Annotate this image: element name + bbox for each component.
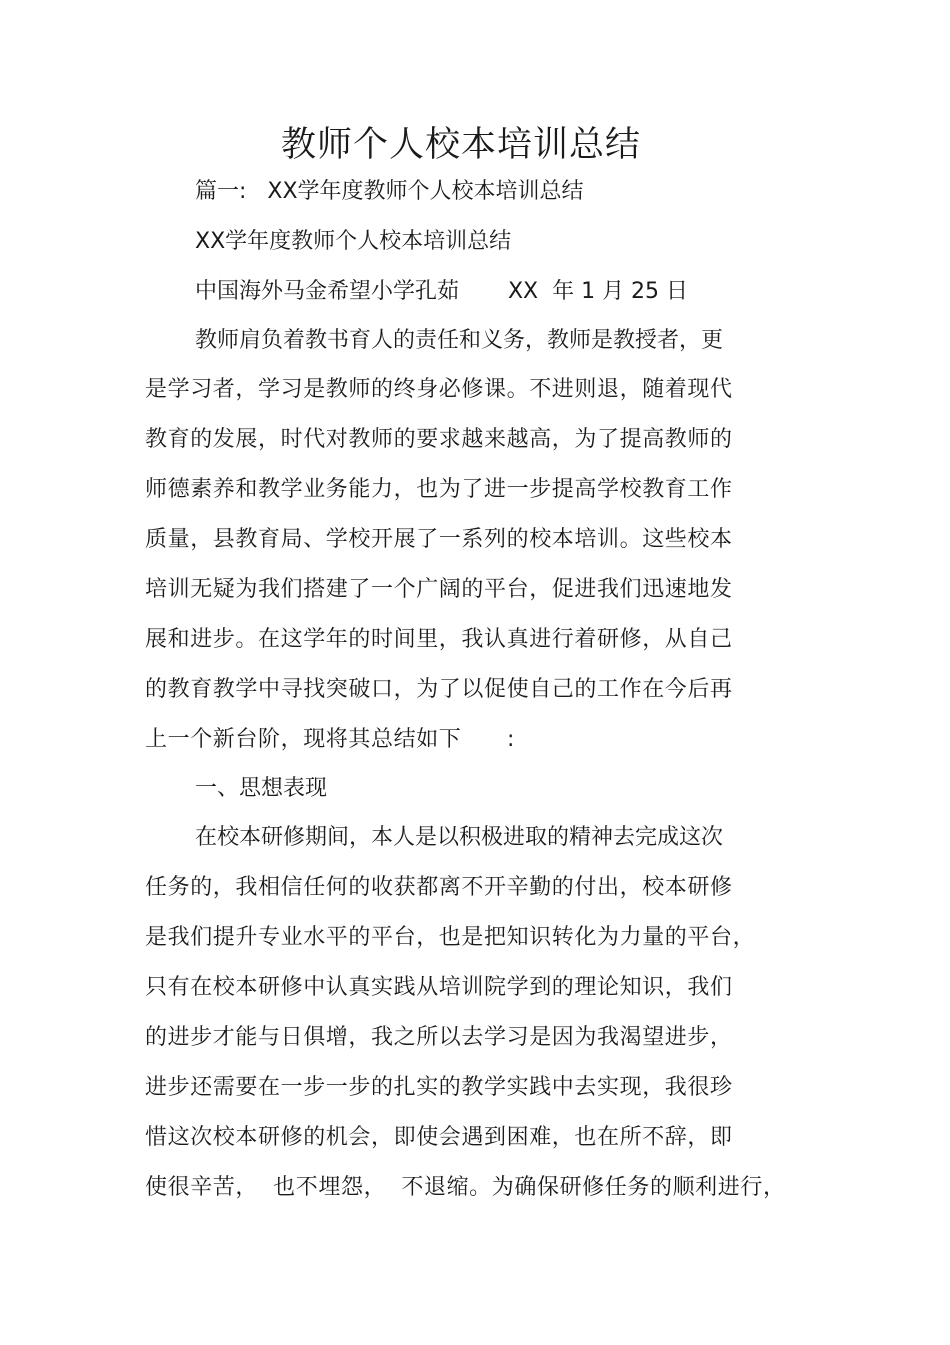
- byline: 中国海外马金希望小学孔茹 XX 年 1 月 25 日: [195, 279, 689, 304]
- paragraph-line: 使很辛苦， 也不埋怨， 不退缩。为确保研修任务的顺利进行，: [145, 1175, 786, 1200]
- paragraph-line: 上一个新台阶，现将其总结如下 :: [145, 727, 515, 752]
- paragraph-line: 的进步才能与日俱增，我之所以去学习是因为我渴望进步，: [145, 1025, 733, 1050]
- paragraph-line: 是我们提升专业水平的平台，也是把知识转化为力量的平台，: [145, 925, 756, 950]
- paragraph-line: 在校本研修期间，本人是以积极进取的精神去完成这次: [195, 825, 724, 850]
- paragraph-line: 任务的，我相信任何的收获都离不开辛勤的付出，校本研修: [145, 875, 733, 900]
- paragraph-line: 是学习者，学习是教师的终身必修课。不进则退，随着现代: [145, 377, 733, 402]
- paragraph-line: 只有在校本研修中认真实践从培训院学到的理论知识，我们: [145, 975, 733, 1000]
- paragraph-line: 教师肩负着教书育人的责任和义务，教师是教授者，更: [195, 328, 724, 353]
- paragraph-line: 师德素养和教学业务能力，也为了进一步提高学校教育工作: [145, 477, 733, 502]
- document-title: 教师个人校本培训总结: [280, 125, 641, 165]
- paragraph-line: 进步还需要在一步一步的扎实的教学实践中去实现，我很珍: [145, 1075, 733, 1100]
- paragraph-line: 惜这次校本研修的机会，即使会遇到困难，也在所不辞，即: [145, 1125, 733, 1150]
- paragraph-line: 质量，县教育局、学校开展了一系列的校本培训。这些校本: [145, 527, 733, 552]
- section-heading: 一、思想表现: [195, 776, 328, 801]
- subtitle-heading: XX学年度教师个人校本培训总结: [195, 229, 512, 254]
- paragraph-line: 教育的发展，时代对教师的要求越来越高，为了提高教师的: [145, 427, 733, 452]
- paragraph-line: 培训无疑为我们搭建了一个广阔的平台，促进我们迅速地发: [145, 577, 733, 602]
- paragraph-line: 展和进步。在这学年的时间里，我认真进行着研修，从自己: [145, 627, 733, 652]
- paragraph-line: 的教育教学中寻找突破口，为了以促使自己的工作在今后再: [145, 677, 733, 702]
- chapter-heading: 篇一: XX学年度教师个人校本培训总结: [195, 179, 584, 204]
